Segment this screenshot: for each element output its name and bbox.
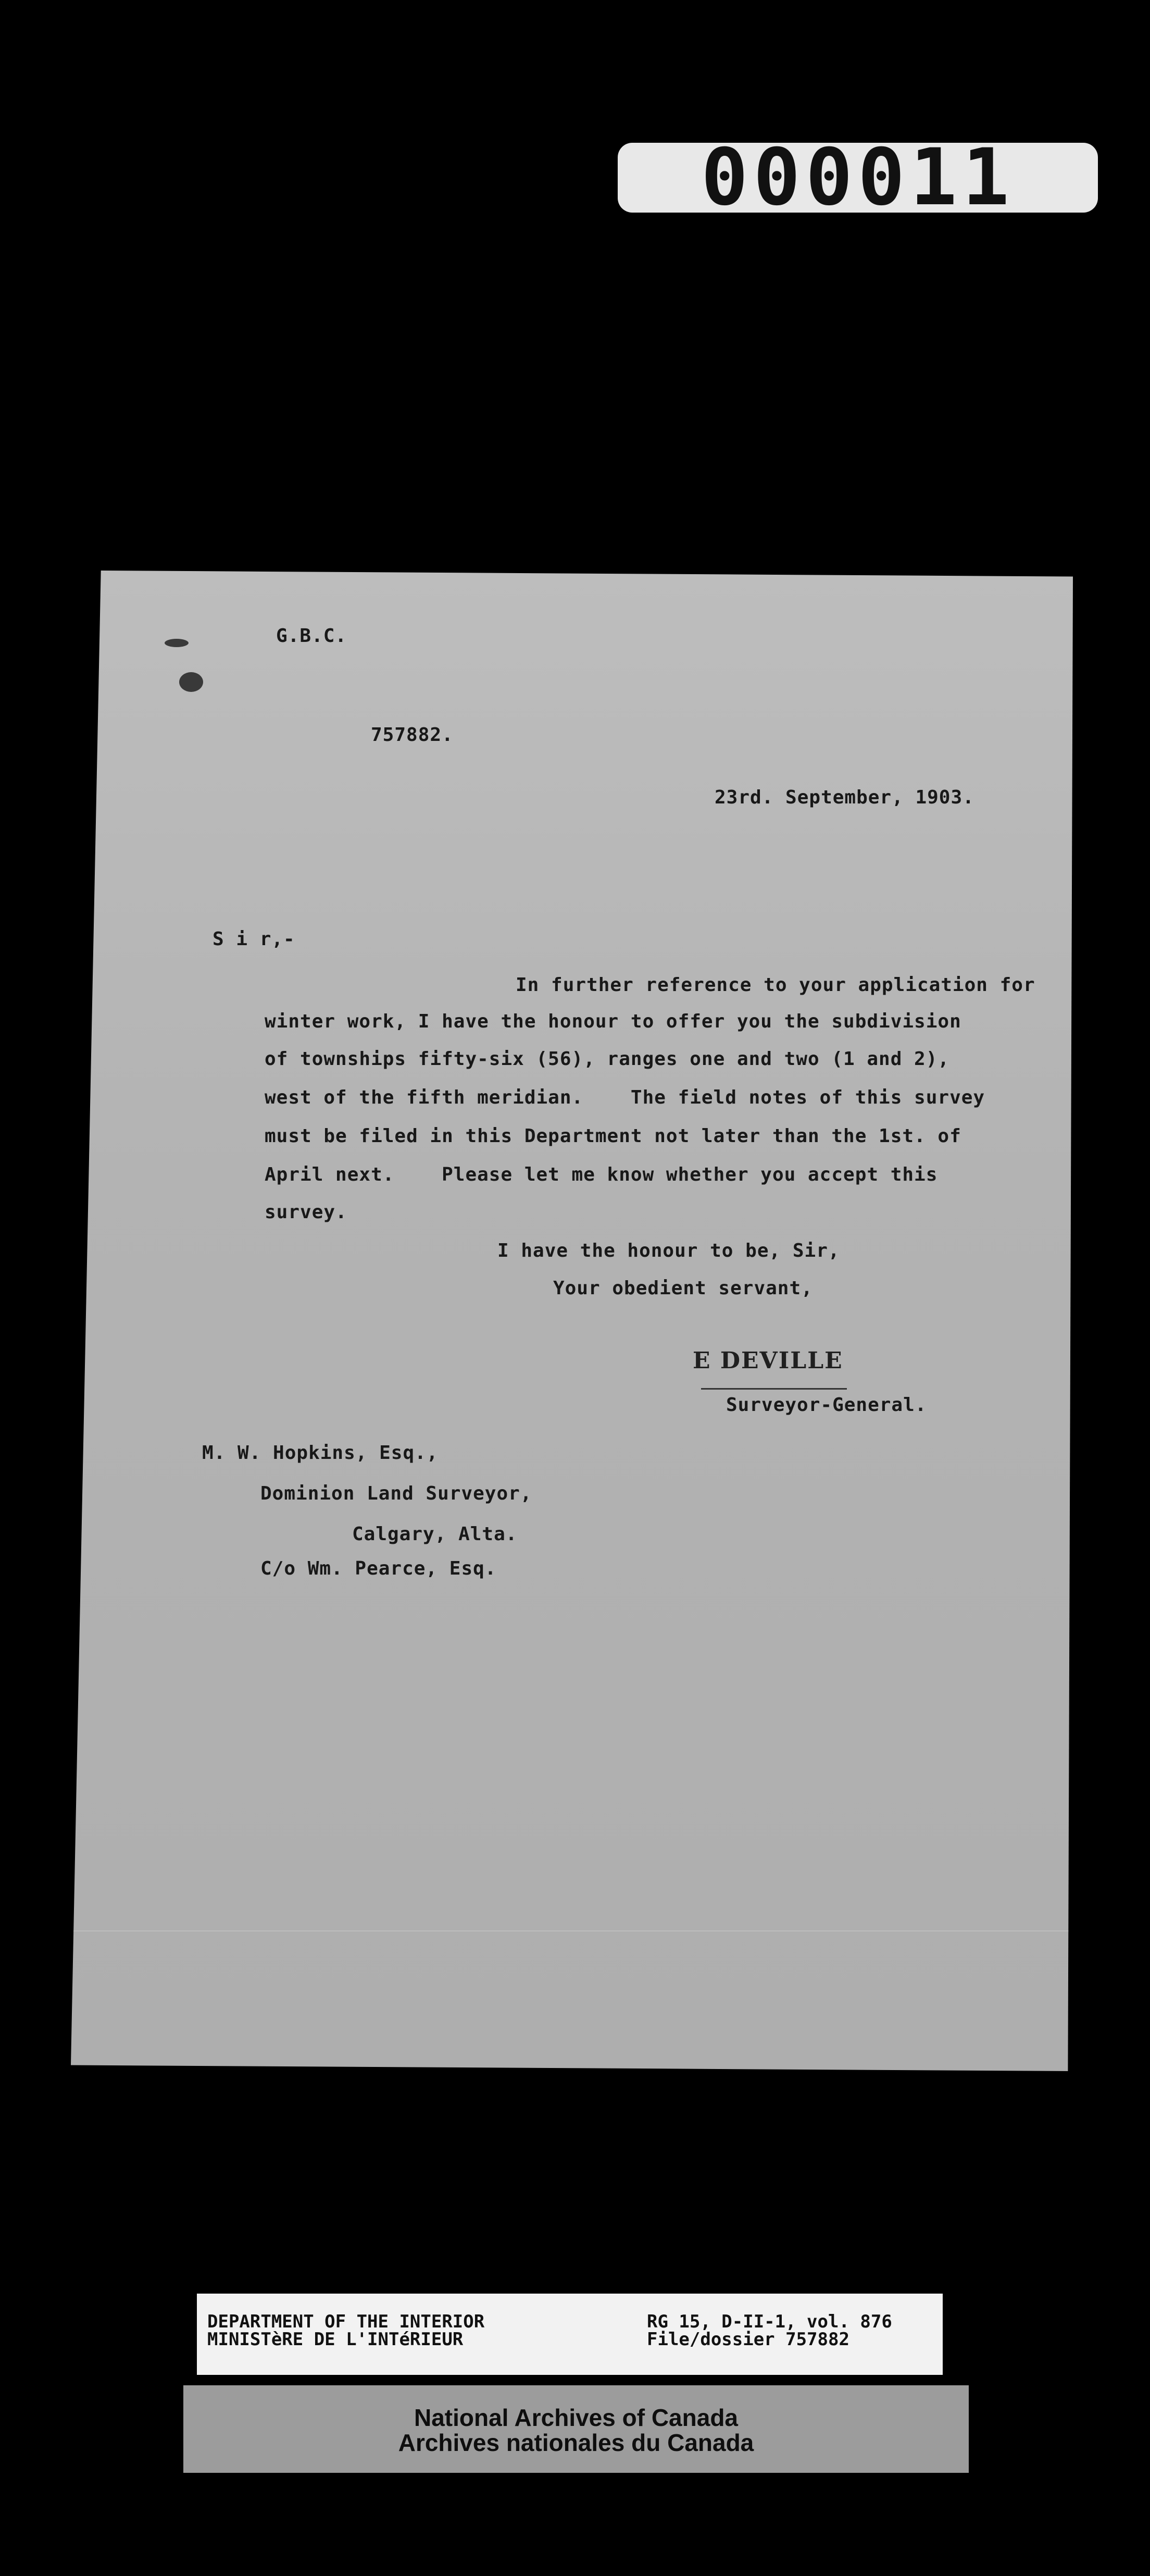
body-line: must be filed in this Department not later than the 1st. of bbox=[265, 1125, 961, 1147]
salutation: S i r,- bbox=[213, 928, 295, 950]
body-line: survey. bbox=[265, 1202, 347, 1223]
signature-line bbox=[701, 1388, 847, 1390]
signatory-title: Surveyor-General. bbox=[726, 1394, 927, 1416]
addressee-line: Dominion Land Surveyor, bbox=[260, 1483, 532, 1504]
closing-line: Your obedient servant, bbox=[553, 1278, 813, 1299]
ink-smudge bbox=[179, 672, 203, 692]
archives-banner bbox=[183, 2385, 969, 2473]
archives-name-french: Archives nationales du Canada bbox=[398, 2429, 754, 2456]
ink-smudge bbox=[165, 639, 189, 647]
body-line: April next. Please let me know whether you accept this bbox=[265, 1164, 938, 1185]
closing-line: I have the honour to be, Sir, bbox=[497, 1240, 840, 1261]
body-line: winter work, I have the honour to offer you the subdivision bbox=[265, 1011, 961, 1032]
archive-reference-label bbox=[197, 2294, 943, 2375]
file-dossier-reference: File/dossier 757882 bbox=[647, 2329, 849, 2350]
addressee-line: M. W. Hopkins, Esq., bbox=[202, 1442, 439, 1464]
archives-name-english: National Archives of Canada bbox=[414, 2404, 738, 2431]
department-english: DEPARTMENT OF THE INTERIOR bbox=[207, 2311, 485, 2332]
page-fold bbox=[71, 1930, 1073, 1931]
addressee-line: C/o Wm. Pearce, Esq. bbox=[260, 1558, 497, 1579]
signature-stamp: E DEVILLE bbox=[693, 1347, 843, 1374]
addressee-line: Calgary, Alta. bbox=[352, 1524, 518, 1545]
body-line: west of the fifth meridian. The field notes of this survey bbox=[265, 1087, 985, 1108]
letter-date: 23rd. September, 1903. bbox=[715, 787, 974, 808]
letter-initials: G.B.C. bbox=[276, 625, 347, 647]
department-french: MINISTèRE DE L'INTéRIEUR bbox=[207, 2329, 464, 2350]
body-line: In further reference to your application for bbox=[516, 974, 1035, 996]
file-number: 757882. bbox=[371, 724, 454, 746]
body-line: of townships fifty-six (56), ranges one and two (1 and 2), bbox=[265, 1048, 950, 1070]
frame-counter: 000011 bbox=[618, 143, 1098, 213]
record-group-reference: RG 15, D-II-1, vol. 876 bbox=[647, 2311, 892, 2332]
